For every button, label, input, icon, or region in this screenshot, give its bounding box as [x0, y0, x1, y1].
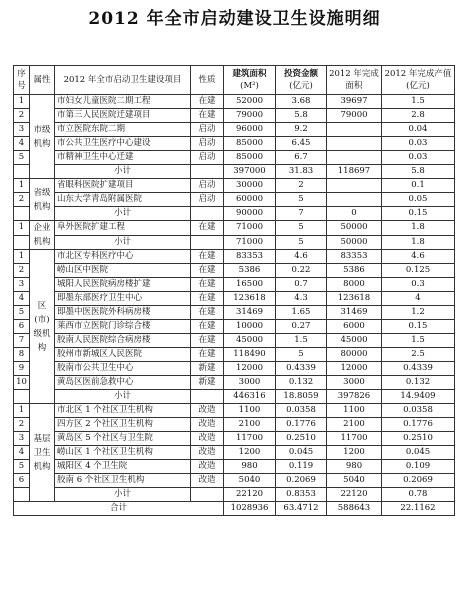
cell-done-area: 1100 [327, 404, 382, 418]
total-done-area: 588643 [327, 502, 382, 516]
cell-done-area: 22120 [327, 488, 382, 502]
cell-seq: 1 [14, 221, 30, 236]
cell-nature: 改造 [191, 432, 224, 446]
cell-seq: 2 [14, 109, 30, 123]
cell-invest: 0.2510 [276, 432, 327, 446]
cell-done-value: 0.045 [382, 446, 455, 460]
cell-done-value: 1.8 [382, 235, 455, 250]
cell-invest: 9.2 [276, 123, 327, 137]
cell-area: 12000 [224, 362, 276, 376]
cell-done-value: 1.5 [382, 334, 455, 348]
cell-invest: 0.0358 [276, 404, 327, 418]
cell-done-value: 5.8 [382, 165, 455, 179]
cell-done-area: 31469 [327, 306, 382, 320]
cell-done-value: 0.125 [382, 264, 455, 278]
cell-area: 85000 [224, 151, 276, 165]
category-grassroots: 基层卫生机构 [30, 404, 55, 502]
cell-seq: 2 [14, 193, 30, 207]
cell-done-value: 4 [382, 292, 455, 306]
cell-invest: 0.8353 [276, 488, 327, 502]
cell-seq: 9 [14, 362, 30, 376]
cell-done-value: 1.5 [382, 95, 455, 109]
cell-nature: 改造 [191, 474, 224, 488]
subtotal-row [14, 488, 455, 502]
cell-invest: 5 [276, 193, 327, 207]
subtotal-row [14, 207, 455, 221]
cell-seq: 3 [14, 123, 30, 137]
header-invest-label: 投资金额 [283, 69, 318, 79]
header-seq: 序号 [14, 66, 30, 95]
cell-invest: 0.1776 [276, 418, 327, 432]
cell-done-value: 0.132 [382, 376, 455, 390]
cell-project: 市第三人民医院迁建项目 [55, 109, 191, 123]
cell-done-area: 2100 [327, 418, 382, 432]
cell-project: 小计 [55, 207, 191, 221]
cell-project: 城阳人民医院病房楼扩建 [55, 278, 191, 292]
cell-project: 胶南人民医院综合病房楼 [55, 334, 191, 348]
cell-project: 黄岛区 5 个社区与卫生院 [55, 432, 191, 446]
cell-area: 85000 [224, 137, 276, 151]
header-area [224, 66, 276, 95]
cell-area: 123618 [224, 292, 276, 306]
cell-done-value: 2.8 [382, 109, 455, 123]
cell-done-area: 397826 [327, 390, 382, 404]
cell-done-area: 118697 [327, 165, 382, 179]
cell-nature: 在建 [191, 221, 224, 236]
subtotal-row [14, 390, 455, 404]
cell-seq: 5 [14, 306, 30, 320]
table-row [14, 179, 455, 193]
cell-done-value: 0.03 [382, 137, 455, 151]
table-row [14, 362, 455, 376]
cell-invest: 7 [276, 207, 327, 221]
cell-done-area: 980 [327, 460, 382, 474]
cell-area: 30000 [224, 179, 276, 193]
cell-project: 崂山区中医院 [55, 264, 191, 278]
cell-invest: 0.2069 [276, 474, 327, 488]
cell-done-value: 14.9409 [382, 390, 455, 404]
table-row [14, 376, 455, 390]
cell-seq [14, 488, 30, 502]
cell-done-value: 0.109 [382, 460, 455, 474]
cell-done-value: 0.1 [382, 179, 455, 193]
cell-project: 市北区 1 个社区卫生机构 [55, 404, 191, 418]
cell-nature: 启动 [191, 151, 224, 165]
cell-area: 79000 [224, 109, 276, 123]
table-row [14, 460, 455, 474]
cell-nature: 在建 [191, 306, 224, 320]
cell-invest: 5 [276, 221, 327, 236]
cell-nature: 在建 [191, 95, 224, 109]
cell-done-value: 0.4339 [382, 362, 455, 376]
cell-invest: 0.045 [276, 446, 327, 460]
cell-project: 市北区专科医疗中心 [55, 250, 191, 264]
cell-area: 71000 [224, 221, 276, 236]
table-row [14, 446, 455, 460]
cell-seq: 4 [14, 292, 30, 306]
total-area: 1028936 [224, 502, 276, 516]
cell-done-value: 0.2069 [382, 474, 455, 488]
cell-done-value: 2.5 [382, 348, 455, 362]
cell-done-area [327, 123, 382, 137]
table-row [14, 278, 455, 292]
cell-seq: 3 [14, 278, 30, 292]
cell-project: 城阳区 4 个卫生院 [55, 460, 191, 474]
cell-nature [191, 390, 224, 404]
cell-invest: 6.7 [276, 151, 327, 165]
cell-invest: 18.8059 [276, 390, 327, 404]
category-province: 省级机构 [30, 179, 55, 221]
cell-nature: 启动 [191, 137, 224, 151]
cell-seq: 5 [14, 460, 30, 474]
cell-invest: 4.6 [276, 250, 327, 264]
cell-area: 90000 [224, 207, 276, 221]
cell-project: 即墨东部医疗卫生中心 [55, 292, 191, 306]
cell-invest: 0.132 [276, 376, 327, 390]
cell-done-area: 12000 [327, 362, 382, 376]
cell-done-area: 39697 [327, 95, 382, 109]
table-row [14, 320, 455, 334]
cell-project: 胶南市公共卫生中心 [55, 362, 191, 376]
cell-seq: 3 [14, 432, 30, 446]
cell-project: 市公共卫生医疗中心建设 [55, 137, 191, 151]
header-done-value-label: 2012 年完成产值 [384, 69, 452, 79]
cell-done-area: 50000 [327, 221, 382, 236]
cell-project: 崂山区 1 个社区卫生机构 [55, 446, 191, 460]
cell-nature: 在建 [191, 264, 224, 278]
header-area-label: 建筑面积 [232, 69, 267, 79]
cell-nature: 在建 [191, 348, 224, 362]
cell-project: 即墨中医医院外科病房楼 [55, 306, 191, 320]
cell-done-value: 1.2 [382, 306, 455, 320]
cell-project: 四方区 2 个社区卫生机构 [55, 418, 191, 432]
cell-project: 莱西市立医院门诊综合楼 [55, 320, 191, 334]
cell-invest: 5.8 [276, 109, 327, 123]
cell-done-value: 0.04 [382, 123, 455, 137]
page-title: 2012 年全市启动建设卫生设施明细 [88, 9, 381, 29]
cell-nature [191, 207, 224, 221]
cell-nature: 启动 [191, 123, 224, 137]
cell-area: 118490 [224, 348, 276, 362]
cell-nature: 新建 [191, 376, 224, 390]
cell-done-value: 0.1776 [382, 418, 455, 432]
cell-area: 31469 [224, 306, 276, 320]
cell-project: 省眼科医院扩建项目 [55, 179, 191, 193]
cell-done-area [327, 151, 382, 165]
cell-nature: 在建 [191, 334, 224, 348]
cell-area: 11700 [224, 432, 276, 446]
cell-seq [14, 207, 30, 221]
cell-area: 1200 [224, 446, 276, 460]
cell-done-area: 5386 [327, 264, 382, 278]
cell-project: 小计 [55, 235, 191, 250]
cell-seq: 8 [14, 348, 30, 362]
cell-area: 5386 [224, 264, 276, 278]
category-city: 市级机构 [30, 95, 55, 179]
header-nature: 性质 [191, 66, 224, 95]
cell-area: 96000 [224, 123, 276, 137]
cell-nature: 新建 [191, 362, 224, 376]
table-row [14, 334, 455, 348]
table-row [14, 109, 455, 123]
cell-done-area [327, 193, 382, 207]
cell-done-value: 4.6 [382, 250, 455, 264]
cell-project: 小计 [55, 165, 191, 179]
cell-done-area: 11700 [327, 432, 382, 446]
cell-area: 10000 [224, 320, 276, 334]
cell-nature [191, 235, 224, 250]
cell-seq: 1 [14, 404, 30, 418]
cell-invest: 6.45 [276, 137, 327, 151]
table-row [14, 151, 455, 165]
cell-seq: 1 [14, 250, 30, 264]
cell-project: 阜外医院扩建工程 [55, 221, 191, 236]
cell-seq: 1 [14, 179, 30, 193]
cell-done-area [327, 137, 382, 151]
cell-seq: 7 [14, 334, 30, 348]
cell-nature: 在建 [191, 278, 224, 292]
cell-done-area: 123618 [327, 292, 382, 306]
cell-invest: 0.7 [276, 278, 327, 292]
cell-nature: 启动 [191, 193, 224, 207]
total-done-value: 22.1162 [382, 502, 455, 516]
category-district: 区(市)级机构 [30, 250, 55, 404]
cell-area: 16500 [224, 278, 276, 292]
cell-done-value: 0.78 [382, 488, 455, 502]
cell-area: 45000 [224, 334, 276, 348]
cell-seq [14, 235, 30, 250]
cell-seq: 2 [14, 264, 30, 278]
cell-area: 22120 [224, 488, 276, 502]
cell-done-value: 1.8 [382, 221, 455, 236]
cell-seq: 6 [14, 474, 30, 488]
cell-project: 市妇女儿童医院二期工程 [55, 95, 191, 109]
header-done-value-unit: (亿元) [406, 81, 430, 91]
total-row [14, 502, 455, 516]
cell-invest: 31.83 [276, 165, 327, 179]
table-row [14, 95, 455, 109]
cell-project: 胶州市新城区人民医院 [55, 348, 191, 362]
cell-done-area: 80000 [327, 348, 382, 362]
header-done-value [382, 66, 455, 95]
cell-invest: 0.22 [276, 264, 327, 278]
cell-area: 5040 [224, 474, 276, 488]
cell-seq [14, 165, 30, 179]
cell-area: 2100 [224, 418, 276, 432]
cell-invest: 1.5 [276, 334, 327, 348]
table-row [14, 137, 455, 151]
table-row [14, 474, 455, 488]
cell-project: 市精神卫生中心迁建 [55, 151, 191, 165]
cell-seq: 4 [14, 446, 30, 460]
cell-project: 胶南 6 个社区卫生机构 [55, 474, 191, 488]
header-done-area: 2012 年完成面积 [327, 66, 382, 95]
cell-done-value: 0.05 [382, 193, 455, 207]
cell-done-area [327, 179, 382, 193]
table-row [14, 418, 455, 432]
cell-done-area: 6000 [327, 320, 382, 334]
cell-nature: 改造 [191, 418, 224, 432]
facility-table [13, 65, 455, 516]
cell-done-area: 1200 [327, 446, 382, 460]
cell-done-value: 0.3 [382, 278, 455, 292]
cell-project: 黄岛区医前急救中心 [55, 376, 191, 390]
header-project: 2012 年全市启动卫生建设项目 [55, 66, 191, 95]
cell-done-area: 50000 [327, 235, 382, 250]
header-invest [276, 66, 327, 95]
cell-invest: 2 [276, 179, 327, 193]
cell-invest: 5 [276, 348, 327, 362]
cell-nature [191, 165, 224, 179]
cell-done-area: 83353 [327, 250, 382, 264]
cell-area: 397000 [224, 165, 276, 179]
cell-area: 1100 [224, 404, 276, 418]
cell-area: 446316 [224, 390, 276, 404]
cell-nature: 改造 [191, 404, 224, 418]
header-area-unit: (M²) [240, 81, 259, 91]
category-enterprise: 企业机构 [30, 221, 55, 250]
cell-area: 3000 [224, 376, 276, 390]
table-row [14, 348, 455, 362]
table-row [14, 221, 455, 236]
cell-done-value: 0.15 [382, 207, 455, 221]
table-row [14, 250, 455, 264]
cell-nature [191, 488, 224, 502]
table-row [14, 292, 455, 306]
cell-project: 山东大学青岛附属医院 [55, 193, 191, 207]
cell-nature: 改造 [191, 460, 224, 474]
cell-nature: 在建 [191, 250, 224, 264]
cell-invest: 5 [276, 235, 327, 250]
cell-area: 71000 [224, 235, 276, 250]
cell-seq: 1 [14, 95, 30, 109]
total-label: 合计 [14, 502, 224, 516]
cell-done-area: 79000 [327, 109, 382, 123]
cell-done-area: 3000 [327, 376, 382, 390]
cell-done-value: 0.0358 [382, 404, 455, 418]
cell-done-value: 0.15 [382, 320, 455, 334]
header-row [14, 66, 455, 95]
total-invest: 63.4712 [276, 502, 327, 516]
cell-project: 小计 [55, 488, 191, 502]
cell-done-area: 45000 [327, 334, 382, 348]
cell-done-area: 0 [327, 207, 382, 221]
table-row [14, 264, 455, 278]
cell-nature: 在建 [191, 320, 224, 334]
table-row [14, 432, 455, 446]
cell-seq: 4 [14, 137, 30, 151]
cell-done-area: 5040 [327, 474, 382, 488]
table-row [14, 306, 455, 320]
subtotal-row [14, 165, 455, 179]
cell-area: 52000 [224, 95, 276, 109]
cell-nature: 在建 [191, 292, 224, 306]
cell-done-area: 8000 [327, 278, 382, 292]
cell-seq: 6 [14, 320, 30, 334]
cell-seq [14, 390, 30, 404]
cell-seq: 2 [14, 418, 30, 432]
cell-invest: 0.119 [276, 460, 327, 474]
table-row [14, 123, 455, 137]
cell-project: 市立医院东院二期 [55, 123, 191, 137]
cell-area: 60000 [224, 193, 276, 207]
cell-area: 980 [224, 460, 276, 474]
header-attr: 属性 [30, 66, 55, 95]
cell-invest: 0.27 [276, 320, 327, 334]
cell-nature: 改造 [191, 446, 224, 460]
cell-invest: 4.3 [276, 292, 327, 306]
cell-done-value: 0.2510 [382, 432, 455, 446]
cell-nature: 在建 [191, 109, 224, 123]
cell-area: 83353 [224, 250, 276, 264]
cell-nature: 启动 [191, 179, 224, 193]
cell-invest: 1.65 [276, 306, 327, 320]
subtotal-row [14, 235, 455, 250]
table-row [14, 404, 455, 418]
header-invest-unit: (亿元) [289, 81, 313, 91]
cell-seq: 10 [14, 376, 30, 390]
cell-invest: 0.4339 [276, 362, 327, 376]
cell-project: 小计 [55, 390, 191, 404]
cell-seq: 5 [14, 151, 30, 165]
cell-invest: 3.68 [276, 95, 327, 109]
table-row [14, 193, 455, 207]
cell-done-value: 0.03 [382, 151, 455, 165]
